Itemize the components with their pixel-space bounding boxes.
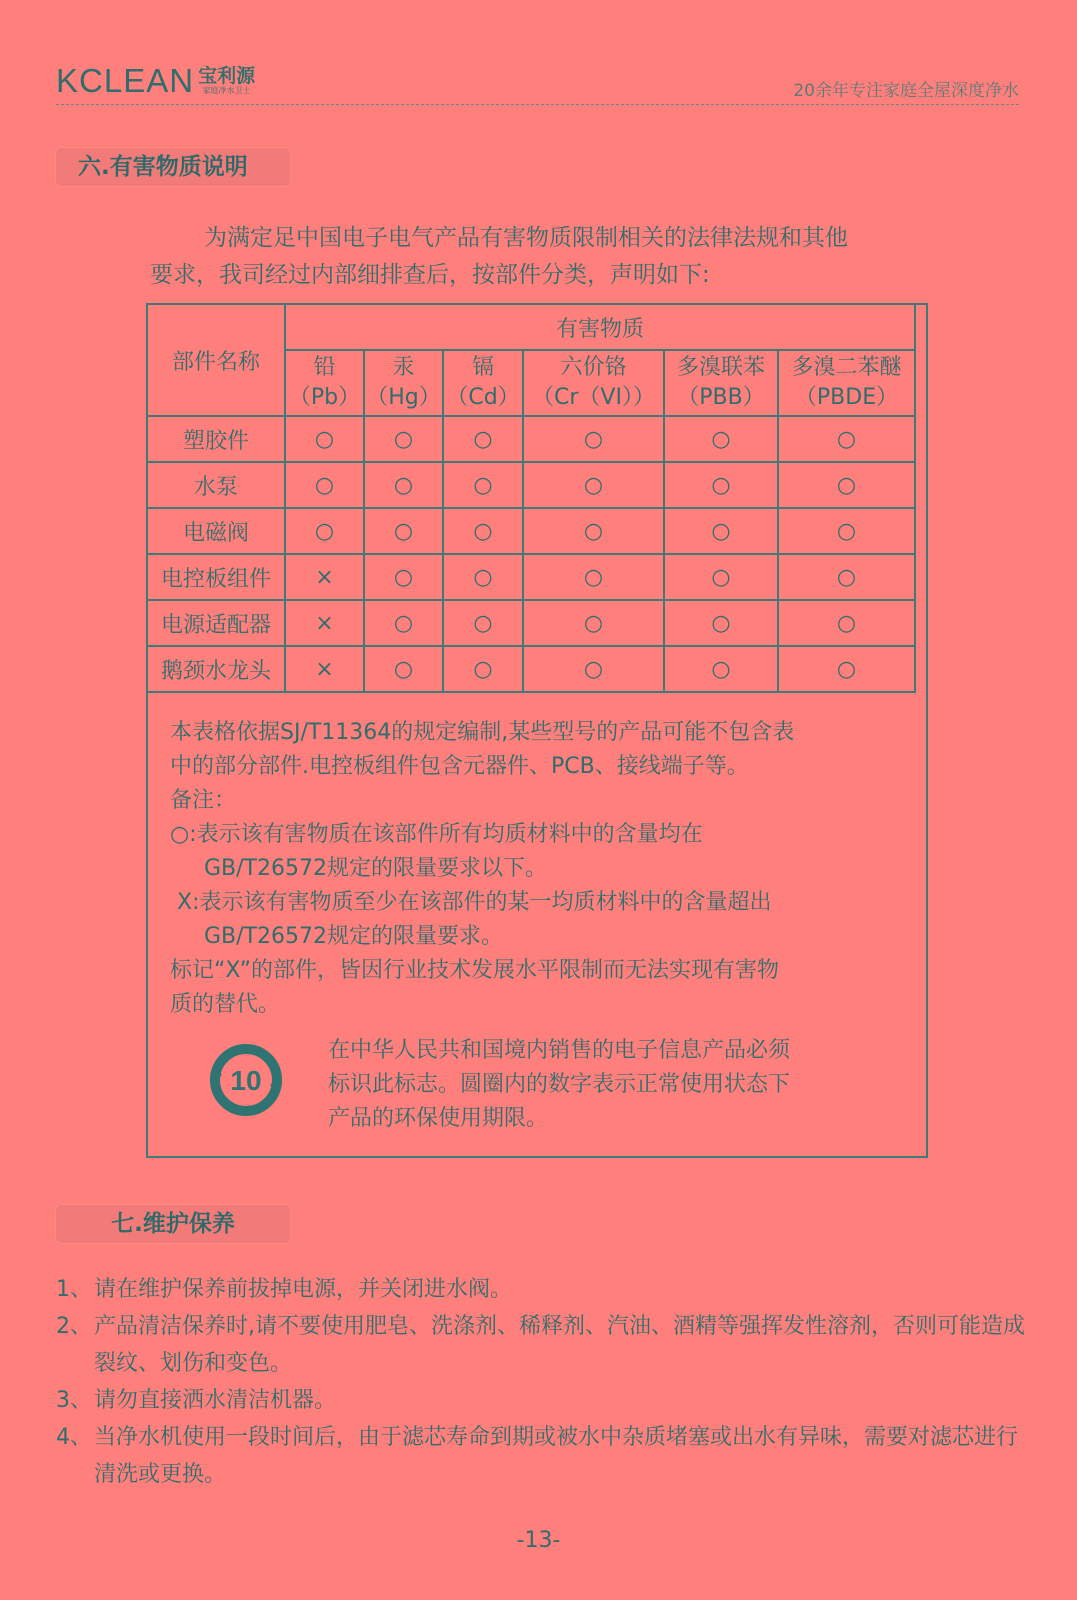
intro-line-2: 要求，我司经过内部细排查后，按部件分类，声明如下: (150, 262, 710, 288)
environment-use-period-icon (206, 1040, 286, 1120)
note-line: 本表格依据SJ/T11364的规定编制,某些型号的产品可能不包含表 (170, 720, 795, 745)
brand-cn-block (198, 66, 255, 95)
mark-cell: ○ (778, 554, 915, 600)
substance-symbol: （PBDE） (794, 385, 899, 410)
section-6-title: 六.有害物质说明 (56, 148, 290, 186)
item-number: 2、 (56, 1314, 92, 1339)
mark-cell: ○ (285, 508, 364, 554)
mark-cell: ○ (664, 554, 778, 600)
table-row (147, 508, 915, 554)
substance-header (664, 350, 778, 416)
mark-cell: × (285, 646, 364, 692)
section-6-intro (150, 220, 940, 294)
substance-symbol: （Cr（VI）） (532, 385, 655, 410)
mark-cell: × (285, 600, 364, 646)
part-name: 鹅颈水龙头 (147, 646, 285, 692)
maintenance-list (56, 1271, 1026, 1493)
mark-cell: ○ (664, 416, 778, 462)
brand-name: KCLEAN (56, 61, 195, 99)
mark-cell: ○ (285, 416, 364, 462)
mark-cell: ○ (285, 462, 364, 508)
mark-cell: ○ (664, 462, 778, 508)
mark-cell: ○ (443, 646, 523, 692)
mark-cell: ○ (778, 416, 915, 462)
mark-cell: ○ (523, 462, 664, 508)
mark-explanation-cont: 质的替代。 (170, 992, 281, 1017)
mark-cell: ○ (364, 600, 443, 646)
part-name: 塑胶件 (147, 416, 285, 462)
mark-cell: ○ (778, 462, 915, 508)
substance-name: 六价铬 (560, 355, 627, 380)
substance-name: 铅 (313, 355, 336, 380)
section-7-title: 七.维护保养 (56, 1205, 290, 1243)
eco-line: 产品的环保使用期限。 (328, 1106, 549, 1131)
list-item (56, 1419, 1026, 1493)
part-name: 电控板组件 (147, 554, 285, 600)
part-name: 电源适配器 (147, 600, 285, 646)
substance-symbol: （Cd） (446, 385, 520, 410)
substance-symbol: （PBB） (677, 385, 765, 410)
item-text: 请勿直接洒水清洁机器。 (94, 1388, 337, 1413)
hazard-table (146, 303, 916, 693)
table-row (147, 416, 915, 462)
substance-name: 镉 (471, 355, 494, 380)
table-notes (170, 716, 920, 1022)
substance-header (364, 350, 443, 416)
mark-cell: ○ (778, 508, 915, 554)
mark-cell: ○ (523, 554, 664, 600)
part-name: 水泵 (147, 462, 285, 508)
mark-cell: ○ (664, 600, 778, 646)
mark-cell: ○ (523, 646, 664, 692)
remark-label: 备注： (170, 788, 237, 813)
mark-cell: ○ (364, 416, 443, 462)
item-text: 请在维护保养前拔掉电源，并关闭进水阀。 (94, 1277, 513, 1302)
mark-cell: ○ (443, 508, 523, 554)
mark-cell: ○ (443, 600, 523, 646)
substance-header (778, 350, 915, 416)
cross-legend: X:表示该有害物质至少在该部件的某一均质材料中的含量超出 (170, 890, 772, 915)
table-row (147, 462, 915, 508)
mark-cell: ○ (364, 554, 443, 600)
substance-symbol: （Pb） (288, 385, 361, 410)
mark-cell: ○ (523, 600, 664, 646)
item-number: 3、 (56, 1388, 92, 1413)
brand-logo (56, 62, 255, 98)
intro-line-1: 为满定足中国电子电气产品有害物质限制相关的法律法规和其他 (204, 225, 848, 251)
mark-cell: ○ (364, 462, 443, 508)
mark-cell: × (285, 554, 364, 600)
substance-header (523, 350, 664, 416)
eco-line: 在中华人民共和国境内销售的电子信息产品必须 (328, 1038, 791, 1063)
note-line: 中的部分部件.电控板组件包含元器件、PCB、接线端子等。 (170, 754, 749, 779)
substance-symbol: （Hg） (366, 385, 441, 410)
circle-legend: ○:表示该有害物质在该部件所有均质材料中的含量均在 (170, 822, 703, 847)
mark-cell: ○ (523, 416, 664, 462)
substance-name: 多溴二苯醚 (791, 355, 902, 380)
brand-cn-subtitle: 家庭净水卫士 (202, 85, 251, 95)
list-item (56, 1308, 1026, 1382)
brand-cn-name: 宝利源 (198, 64, 256, 87)
page-number: -13- (516, 1528, 561, 1553)
mark-cell: ○ (778, 600, 915, 646)
table-row (147, 554, 915, 600)
part-name: 电磁阀 (147, 508, 285, 554)
mark-cell: ○ (364, 508, 443, 554)
eco-logo-description (328, 1034, 908, 1136)
item-text: 产品清洁保养时,请不要使用肥皂、洗涤剂、稀释剂、汽油、酒精等强挥发性溶剂，否则可能造成裂纹、划伤和变色。 (94, 1314, 1025, 1376)
item-number: 4、 (56, 1425, 92, 1450)
list-item (56, 1382, 1026, 1419)
header-slogan: 20余年专注家庭全屋深度净水 (793, 81, 1019, 101)
header-part-name: 部件名称 (147, 304, 285, 416)
header-divider (56, 104, 1019, 105)
circle-legend-cont: GB/T26572规定的限量要求以下。 (204, 856, 547, 881)
substance-name: 汞 (392, 355, 415, 380)
mark-cell: ○ (664, 646, 778, 692)
table-row (147, 600, 915, 646)
mark-cell: ○ (664, 508, 778, 554)
substance-header (285, 350, 364, 416)
mark-cell: ○ (364, 646, 443, 692)
substance-name: 多溴联苯 (676, 355, 765, 380)
mark-cell: ○ (443, 554, 523, 600)
eco-line: 标识此标志。圆圈内的数字表示正常使用状态下 (328, 1072, 791, 1097)
mark-cell: ○ (443, 462, 523, 508)
item-text: 当净水机使用一段时间后，由于滤芯寿命到期或被水中杂质堵塞或出水有异味，需要对滤芯进行清洗或更换。 (94, 1425, 1019, 1487)
substance-header (443, 350, 523, 416)
eco-logo-number: 10 (230, 1065, 262, 1096)
table-row (147, 646, 915, 692)
header-hazard-group: 有害物质 (285, 304, 915, 350)
mark-explanation: 标记“X”的部件，皆因行业技术发展水平限制而无法实现有害物 (170, 958, 779, 983)
item-number: 1、 (56, 1277, 92, 1302)
cross-legend-cont: GB/T26572规定的限量要求。 (204, 924, 503, 949)
mark-cell: ○ (523, 508, 664, 554)
list-item (56, 1271, 1026, 1308)
mark-cell: ○ (443, 416, 523, 462)
mark-cell: ○ (778, 646, 915, 692)
